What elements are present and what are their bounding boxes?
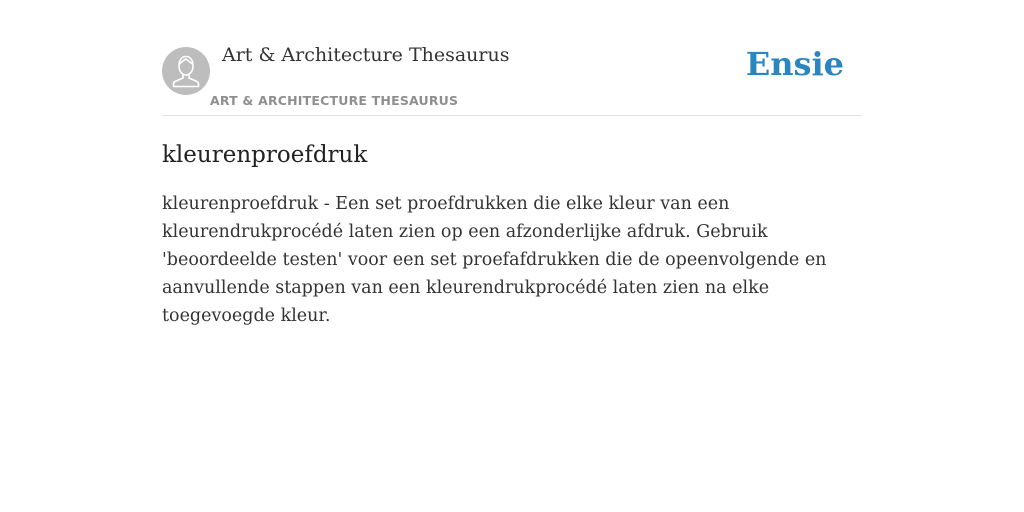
- entry-title: kleurenproefdruk: [162, 142, 368, 168]
- entry-header: [162, 0, 862, 116]
- author-link[interactable]: Art & Architecture Thesaurus: [222, 44, 510, 66]
- ensie-logo[interactable]: Ensie: [745, 45, 844, 83]
- category-link[interactable]: ART & ARCHITECTURE THESAURUS: [210, 93, 459, 108]
- entry-card: [162, 0, 862, 330]
- user-silhouette-icon: [162, 47, 210, 95]
- entry-definition: kleurenproefdruk - Een set proefdrukken die elke kleur van een kleurendrukprocédé laten zien op een afzonderlijke afdruk. Gebruik 'beoordeelde testen' voor een set proefafdrukken die de opeenvolgende en aanvullende stappen van een kleurendrukprocédé laten zien na elke toegevoegde kleur.: [162, 194, 827, 326]
- avatar[interactable]: [162, 47, 210, 95]
